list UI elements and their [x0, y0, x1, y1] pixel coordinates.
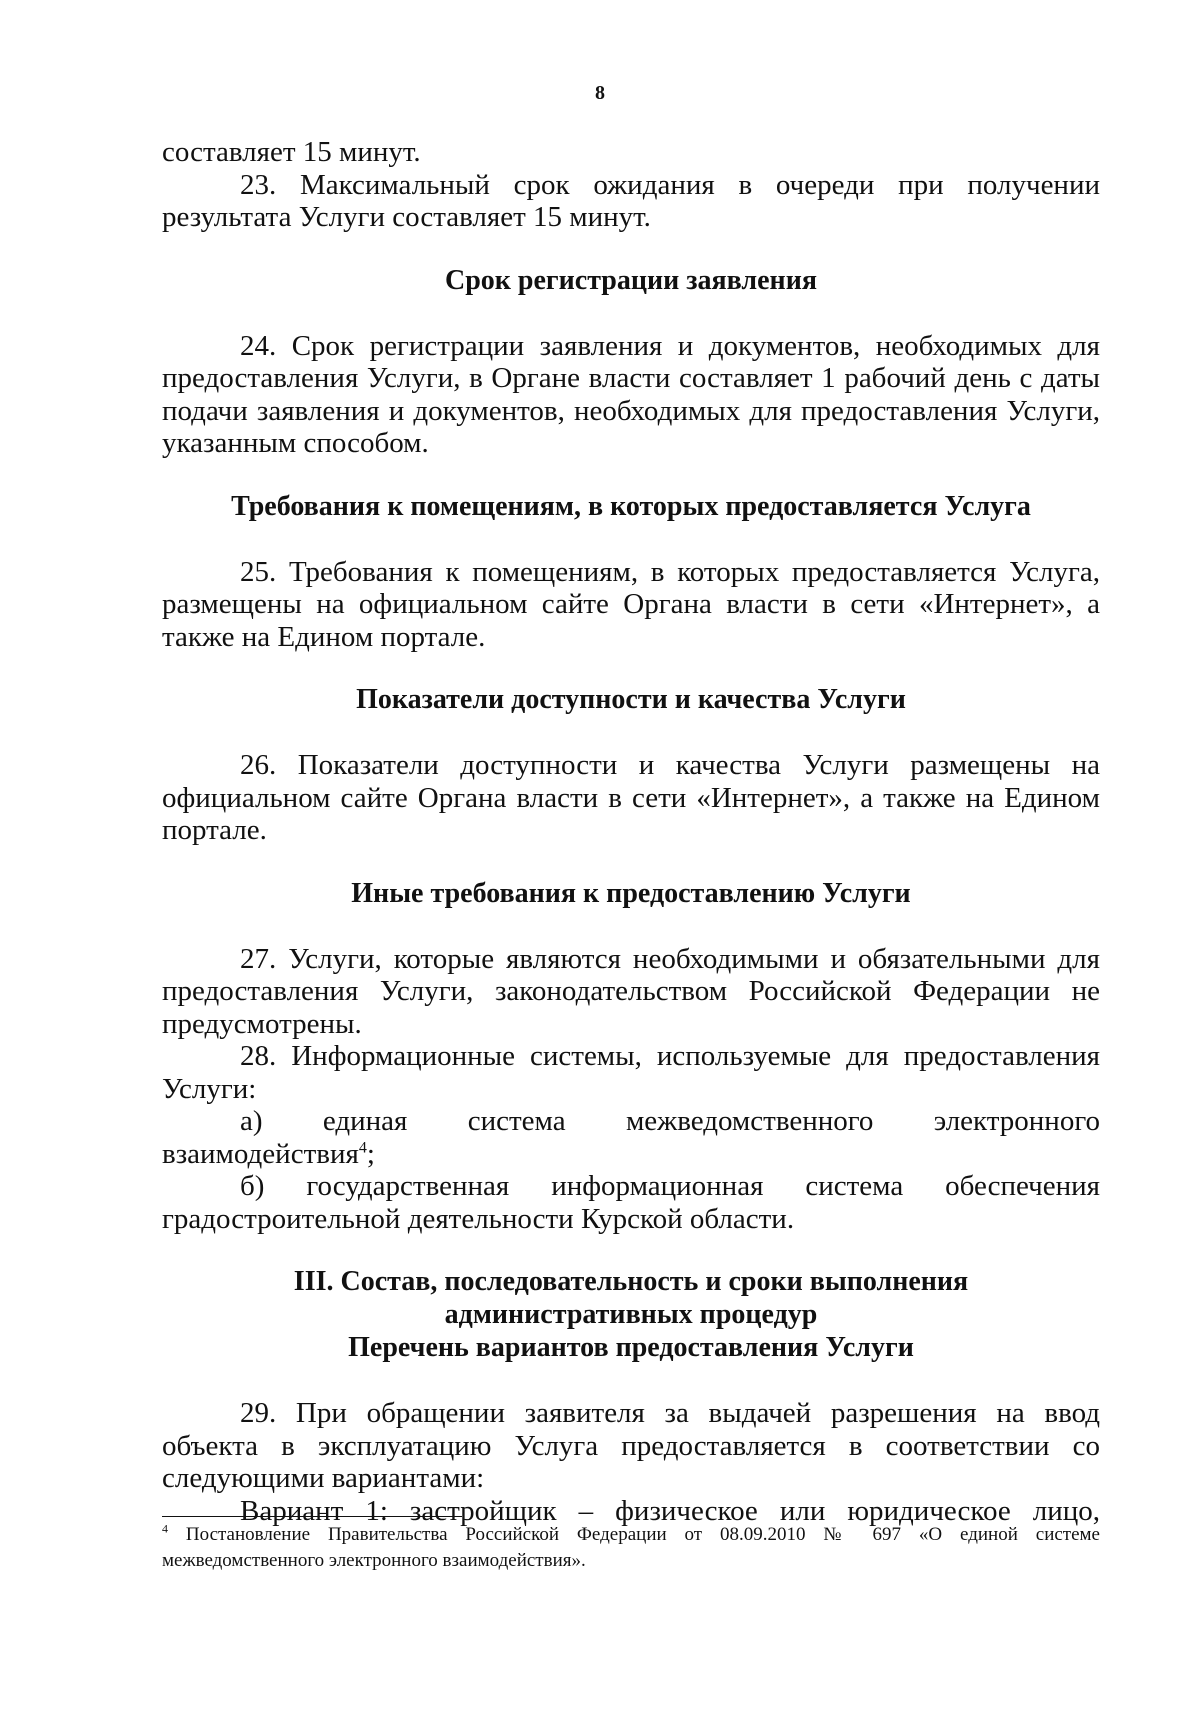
- footnote-reference: 4: [358, 1138, 367, 1156]
- paragraph-24: 24. Срок регистрации заявления и документов, необходимых для предоставления Услуги, в Органе власти составляет 1 рабочий день с даты подачи заявления и документов, необходимых для предоставления Услуги, указанным способом.: [162, 329, 1100, 459]
- document-body: [162, 136, 1100, 1527]
- paragraph-28b: б) государственная информационная система обеспечения градостроительной деятельности Курской области.: [162, 1170, 1100, 1235]
- heading-section-3-line-1: III. Состав, последовательность и сроки выполнения: [293, 1266, 969, 1297]
- heading-section-3-line-2: административных процедур: [444, 1299, 818, 1330]
- heading-variants-list: Перечень вариантов предоставления Услуги: [348, 1332, 914, 1363]
- footnote-mark: 4: [162, 1521, 168, 1536]
- heading-premises-requirements: Требования к помещениям, в которых предоставляется Услуга: [231, 490, 1031, 522]
- paragraph-28a-text: а) единая система межведомственного электронного взаимодействия: [162, 1105, 1100, 1170]
- paragraph-28a-end: ;: [366, 1137, 375, 1170]
- footnote: [162, 1522, 1100, 1574]
- footnote-separator: [162, 1516, 462, 1517]
- paragraph-22-tail: составляет 15 минут.: [162, 136, 421, 168]
- footnote-text: Постановление Правительства Российской Федерации от 08.09.2010 № 697 «О единой системе межведомственного электронного взаимодействия».: [162, 1524, 1100, 1571]
- paragraph-28: 28. Информационные системы, используемые для предоставления Услуги:: [162, 1040, 1100, 1105]
- paragraph-25: 25. Требования к помещениям, в которых предоставляется Услуга, размещены на официальном сайте Органа власти в сети «Интернет», а также на Едином портале.: [162, 555, 1100, 653]
- paragraph-26: 26. Показатели доступности и качества Услуги размещены на официальном сайте Органа власти в сети «Интернет», а также на Едином портале.: [162, 749, 1100, 846]
- page-number: 8: [595, 82, 605, 104]
- heading-other-requirements: Иные требования к предоставлению Услуги: [351, 877, 911, 909]
- variant-1-line: Вариант 1: застройщик – физическое или юридическое лицо,: [240, 1494, 1100, 1527]
- heading-accessibility-indicators: Показатели доступности и качества Услуги: [356, 684, 906, 715]
- paragraph-27: 27. Услуги, которые являются необходимыми и обязательными для предоставления Услуги, законодательством Российской Федерации не предусмотрены.: [162, 942, 1100, 1040]
- paragraph-23: 23. Максимальный срок ожидания в очереди при получении результата Услуги составляет 15 минут.: [162, 168, 1100, 233]
- paragraph-29: 29. При обращении заявителя за выдачей разрешения на ввод объекта в эксплуатацию Услуга предоставляется в соответствии со следующими вариантами:: [162, 1397, 1100, 1494]
- paragraph-28a: [162, 1105, 1100, 1170]
- heading-registration-term: Срок регистрации заявления: [445, 264, 817, 296]
